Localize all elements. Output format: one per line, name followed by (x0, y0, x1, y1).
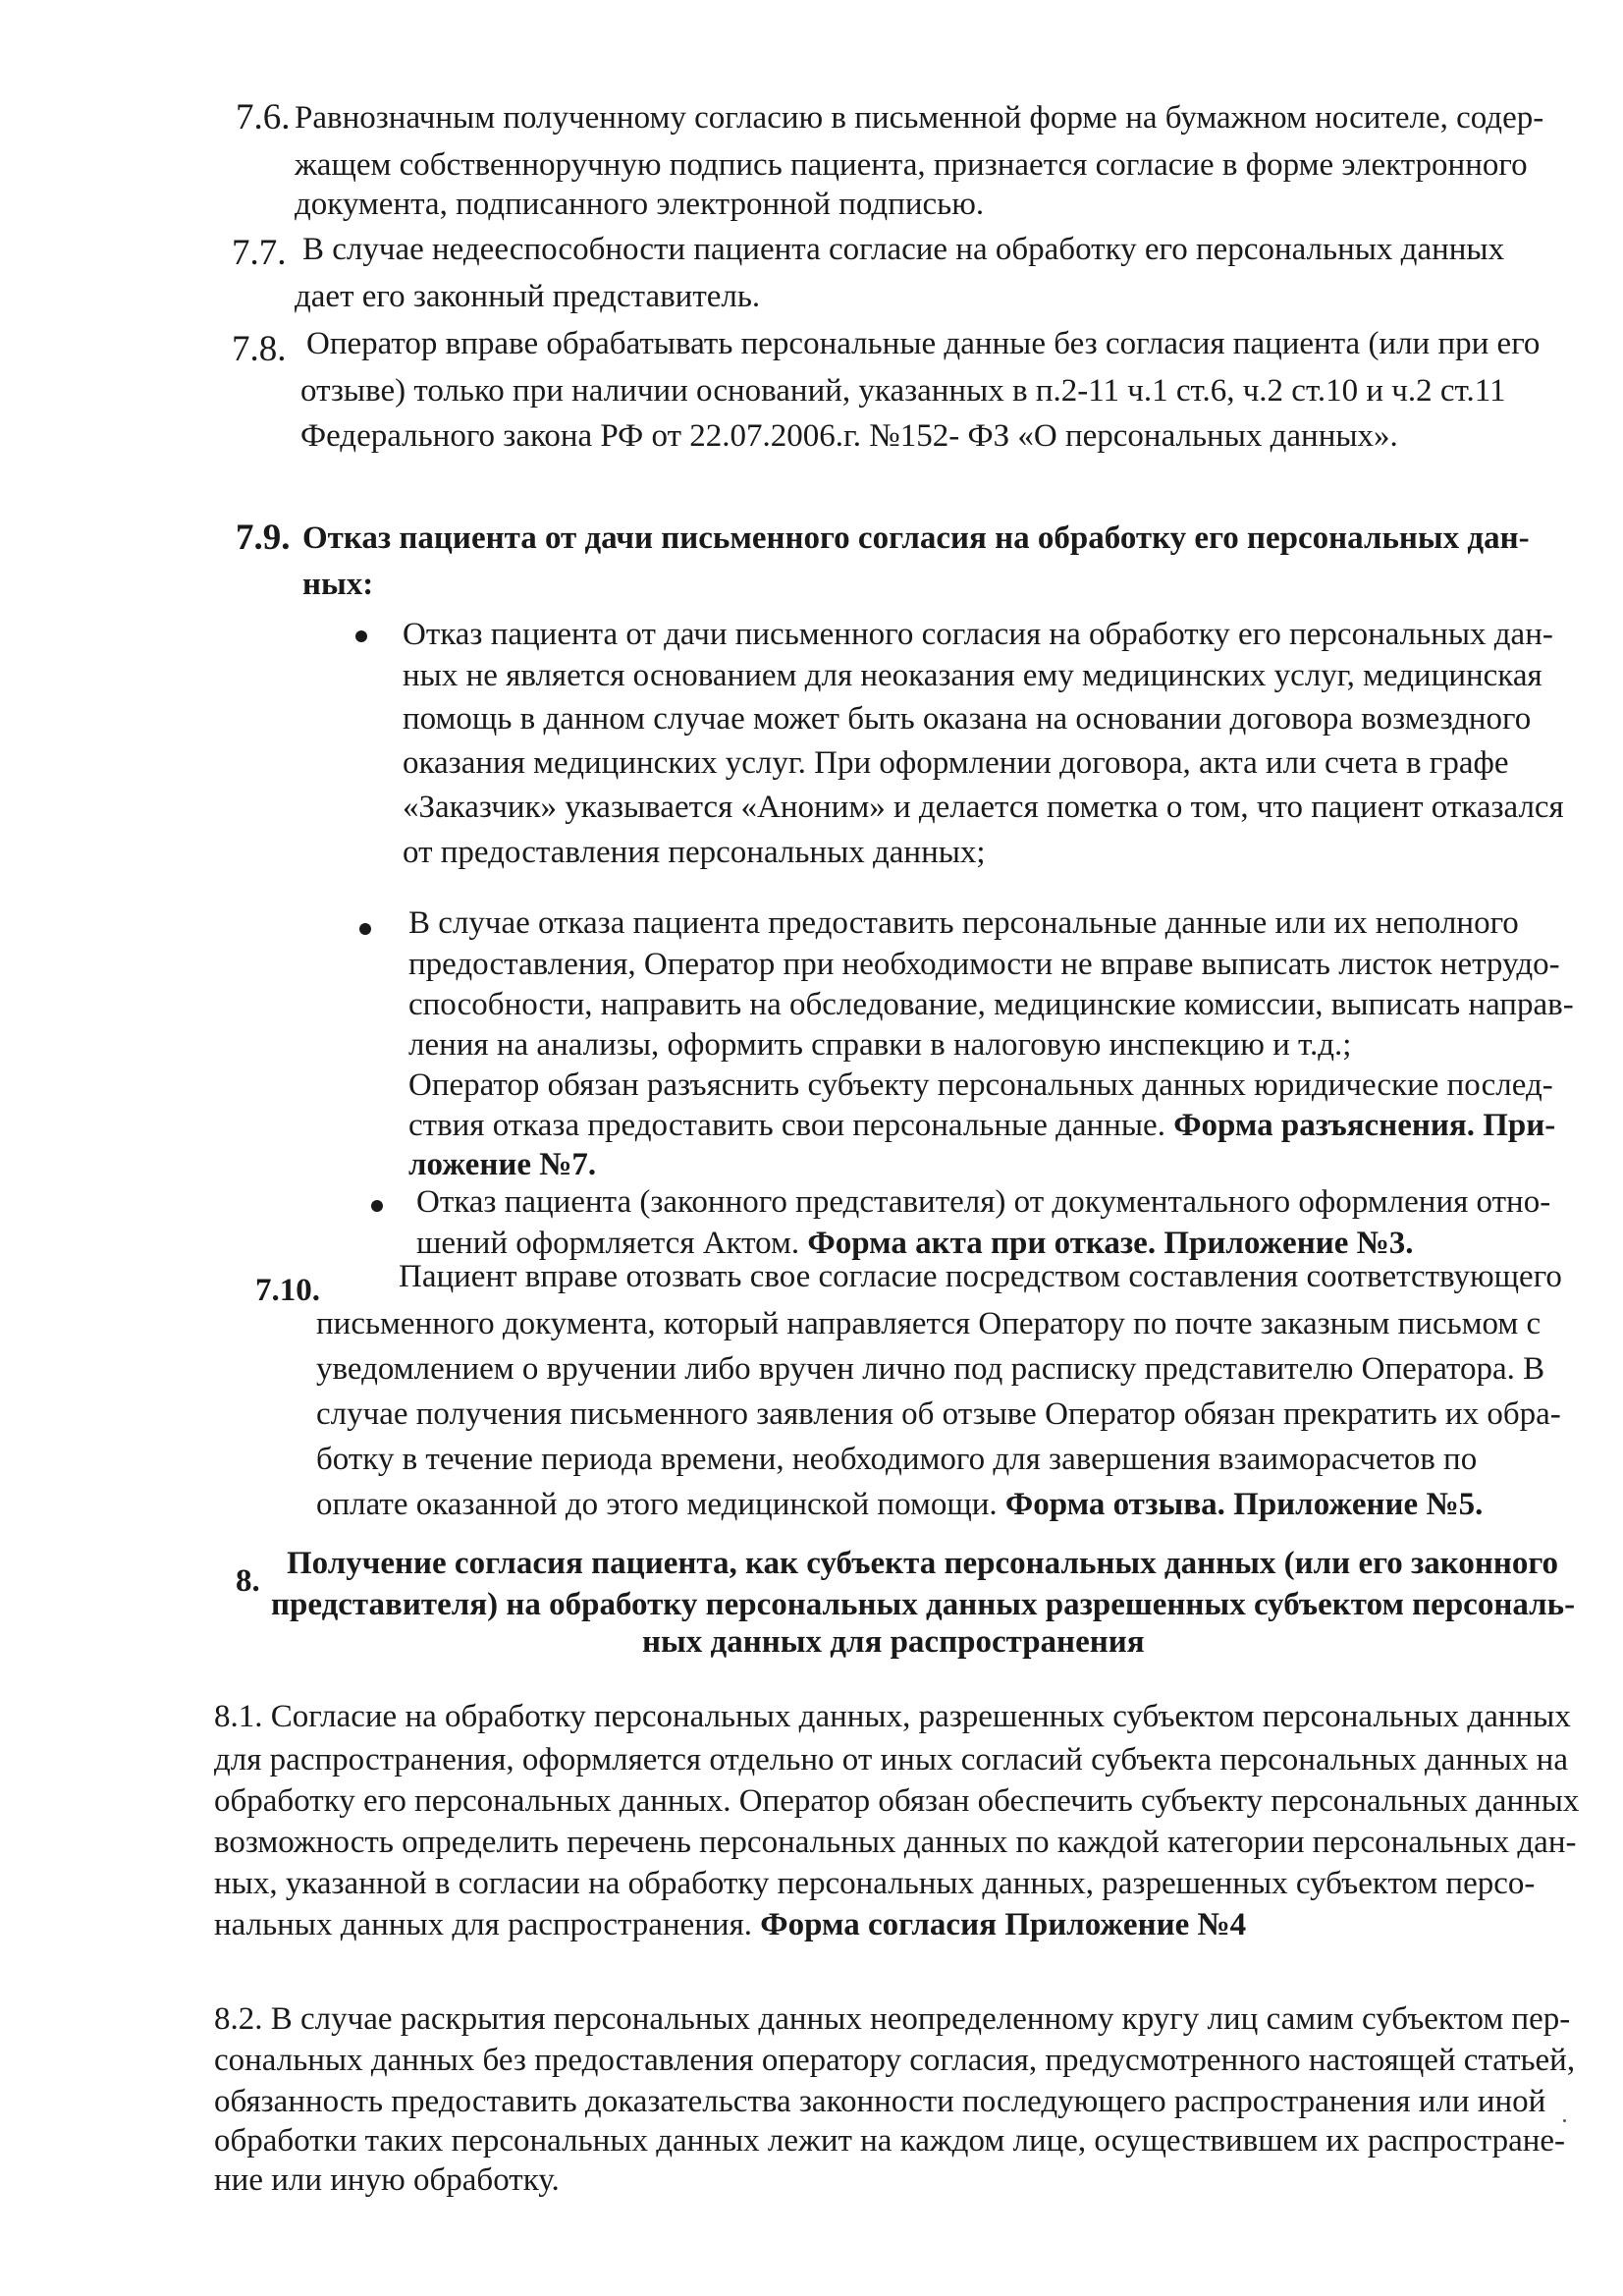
bullet-2-line-5: Оператор обязан разъяснить субъекту персональных данных юридические послед- (408, 1067, 1553, 1103)
clause-7-10-line-1: Пациент вправе отозвать свое согласие посредством составления соответствующего (399, 1259, 1562, 1294)
clause-number-7-7: 7.7. (232, 233, 287, 273)
bullet-1-line-3: помощь в данном случае может быть оказана на основании договора возмездного (403, 701, 1532, 737)
clause-7-7-line-2: дает его законный представитель. (295, 279, 761, 314)
clause-8-1-line-1: 8.1. Согласие на обработку персональных данных, разрешенных субъектом персональных данных (214, 1699, 1571, 1734)
clause-7-10-line-2: письменного документа, который направляется Оператору по почте заказным письмом с (316, 1306, 1542, 1341)
clause-7-7-line-1: В случае недееспособности пациента согласие на обработку его персональных данных (302, 232, 1505, 267)
clause-7-10-line-5: ботку в течение периода времени, необходимого для завершения взаиморасчетов по (316, 1442, 1478, 1477)
clause-number-7-8: 7.8. (232, 329, 287, 369)
bullet-2-line-1: В случае отказа пациента предоставить персональные данные или их неполного (408, 905, 1519, 941)
clause-8-2-line-5: ние или иную обработку. (214, 2162, 560, 2198)
bullet-2-line-6 (408, 1106, 1555, 1145)
clause-7-10-text: оплате оказанной до этого медицинской помощи. (316, 1487, 1005, 1522)
clause-7-8-line-2: отзыве) только при наличии оснований, указанных в п.2-11 ч.1 ст.6, ч.2 ст.10 и ч.2 ст.11 (300, 373, 1506, 409)
clause-7-6-line-1: Равнозначным полученному согласию в письменной форме на бумажном носителе, содер- (295, 100, 1544, 136)
clause-number-7-10: 7.10. (255, 1273, 320, 1308)
clause-8-1-line-2: для распространения, оформляется отдельно от иных согласий субъекта персональных данных на (214, 1742, 1568, 1777)
bullet-icon (355, 630, 367, 642)
clause-7-6-line-2: жащем собственноручную подпись пациента, признается согласие в форме электронного (295, 147, 1528, 183)
bullet-1-line-5: «Заказчик» указывается «Аноним» и делается пометка о том, что пациент отказался (403, 790, 1564, 825)
section-8-heading-line-3: ных данных для распространения (642, 1624, 1145, 1660)
clause-number-7-9: 7.9. (236, 518, 291, 558)
clause-7-10-line-4: случае получения письменного заявления об отзыве Оператор обязан прекратить их обра- (316, 1396, 1561, 1432)
bullet-1-line-1: Отказ пациента от дачи письменного согласия на обработку его персональных дан- (403, 617, 1553, 652)
bullet-3-text: шений оформляется Актом. (416, 1226, 808, 1261)
bullet-2-text: ствия отказа предоставить свои персональные данные. (408, 1108, 1174, 1143)
bullet-2-line-2: предоставления, Оператор при необходимости не вправе выписать листок нетрудо- (408, 947, 1560, 982)
appendix-7-reference: ложение №7. (408, 1147, 597, 1182)
consent-form-reference: Форма согласия Приложение №4 (760, 1907, 1247, 1942)
bullet-1-line-6: от предоставления персональных данных; (403, 835, 986, 870)
clause-7-9-heading-line-2: ных: (302, 567, 374, 602)
clause-8-1-line-5: ных, указанной в согласии на обработку персональных данных, разрешенных субъектом персо- (214, 1866, 1536, 1901)
clause-8-2-line-2: сональных данных без предоставления оператору согласия, предусмотренного настоящей статьей, (214, 2043, 1576, 2078)
clause-7-8-line-3: Федерального закона РФ от 22.07.2006.г. №152- ФЗ «О персональных данных». (300, 418, 1398, 454)
bullet-2-line-4: ления на анализы, оформить справки в налоговую инспекцию и т.д.; (408, 1027, 1352, 1063)
refusal-act-form-reference: Форма акта при отказе. Приложение №3. (807, 1226, 1414, 1261)
clause-8-2-line-4: обработки таких персональных данных лежит на каждом лице, осуществившем их распростране- (214, 2123, 1566, 2159)
bullet-1-line-4: оказания медицинских услуг. При оформлении договора, акта или счета в графе (403, 745, 1509, 781)
bullet-icon (371, 1200, 383, 1212)
clause-7-9-heading-line-1: Отказ пациента от дачи письменного согласия на обработку его персональных дан- (302, 520, 1530, 556)
clause-8-1-text: нальных данных для распространения. (214, 1907, 761, 1942)
section-8-heading-line-1: Получение согласия пациента, как субъекта персональных данных (или его законного (287, 1546, 1559, 1581)
section-number-8: 8. (236, 1563, 260, 1599)
clause-8-1-line-4: возможность определить перечень персональных данных по каждой категории персональных дан- (214, 1825, 1577, 1860)
bullet-3-line-1: Отказ пациента (законного представителя) от документального оформления отно- (416, 1184, 1551, 1220)
clause-number-7-6: 7.6. (236, 97, 291, 137)
clause-8-2-line-3: обязанность предоставить доказательства законности последующего распространения или иной (214, 2084, 1546, 2119)
clause-7-8-line-1: Оператор вправе обрабатывать персональные данные без согласия пациента (или при его (306, 326, 1541, 361)
bullet-2-line-3: способности, направить на обследование, медицинские комиссии, выписать направ- (408, 987, 1574, 1022)
explanation-form-reference: Форма разъяснения. При- (1173, 1108, 1556, 1143)
withdrawal-form-reference: Форма отзыва. Приложение №5. (1004, 1487, 1484, 1522)
clause-7-6-line-3: документа, подписанного электронной подписью. (295, 187, 985, 222)
bullet-1-line-2: ных не является основанием для неоказания ему медицинских услуг, медицинская (403, 658, 1542, 693)
clause-8-2-line-1: 8.2. В случае раскрытия персональных данных неопределенному кругу лиц самим субъектом пер- (214, 2001, 1571, 2037)
clause-7-10-line-3: уведомлением о вручении либо вручен лично под расписку представителю Оператора. В (316, 1351, 1545, 1387)
bullet-icon (359, 923, 371, 935)
clause-7-10-line-6 (316, 1485, 1483, 1524)
section-8-heading-line-2: представителя) на обработку персональных данных разрешенных субъектом персональ- (271, 1587, 1576, 1622)
clause-8-1-line-6 (214, 1905, 1246, 1944)
clause-8-1-line-3: обработку его персональных данных. Оператор обязан обеспечить субъекту персональных данных (214, 1783, 1580, 1819)
scan-speck (1563, 2119, 1566, 2122)
